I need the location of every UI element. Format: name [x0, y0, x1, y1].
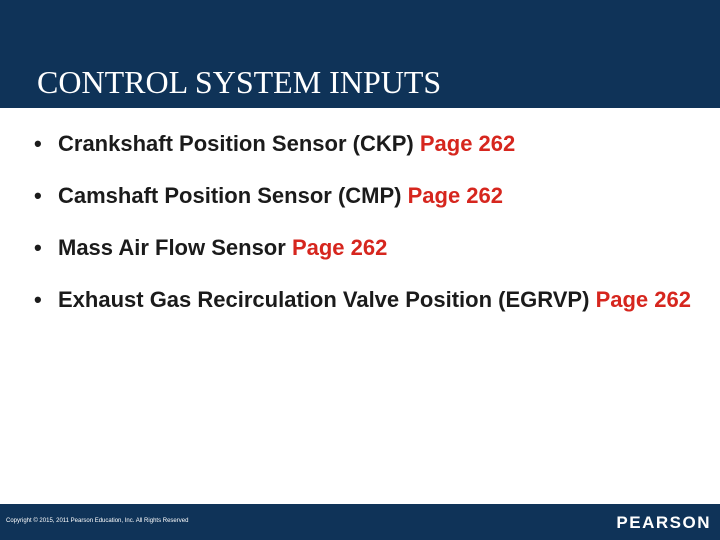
- title-bar: [0, 0, 720, 108]
- bullet-text: Crankshaft Position Sensor (CKP): [58, 131, 414, 156]
- bullet-dot-icon: •: [34, 235, 42, 260]
- page-reference: Page 262: [407, 183, 504, 208]
- bullet-text: Mass Air Flow Sensor: [58, 235, 286, 260]
- bullet-dot-icon: •: [34, 131, 42, 156]
- pearson-logo: PEARSON: [616, 513, 711, 532]
- bullet-item: [34, 127, 694, 160]
- slide-title: CONTROL SYSTEM INPUTS: [37, 64, 442, 100]
- page-reference: Page 262: [595, 287, 691, 312]
- page-reference: Page 262: [419, 131, 516, 156]
- bullet-item: [34, 283, 694, 316]
- page-reference: Page 262: [291, 235, 388, 260]
- bullet-item: [34, 231, 694, 264]
- bullet-text: Exhaust Gas Recirculation Valve Position (EGRVP): [58, 287, 590, 312]
- bullet-item: [34, 179, 694, 212]
- bullet-dot-icon: •: [34, 287, 42, 312]
- bullet-text: Camshaft Position Sensor (CMP): [58, 183, 402, 208]
- bullet-dot-icon: •: [34, 183, 42, 208]
- copyright-notice: Copyright © 2015, 2011 Pearson Education, Inc. All Rights Reserved: [6, 518, 189, 524]
- bullet-list: [34, 127, 694, 335]
- footer-bar: [0, 504, 720, 540]
